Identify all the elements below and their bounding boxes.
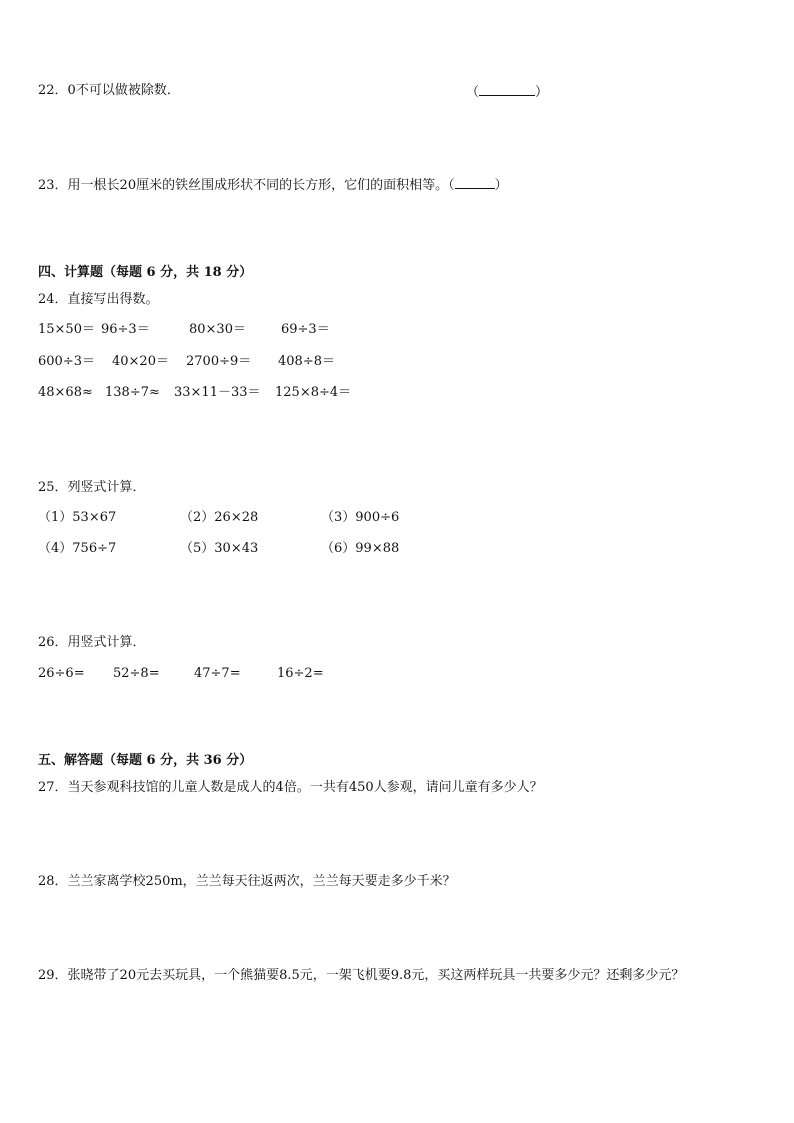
q24-item: 15×50＝ [38,322,95,337]
question-22-text: 22．0不可以做被除数． [38,83,180,98]
q24-item: 2700÷9＝ [186,354,252,369]
question-23 [38,176,508,194]
question-26-title: 26．用竖式计算． [38,635,146,650]
q25-item: （4）756÷7 [38,541,117,556]
q25-item: （1）53×67 [38,510,117,525]
q24-item: 600÷3＝ [38,354,95,369]
q26-item: 16÷2= [277,666,324,681]
question-24-title: 24．直接写出得数。 [38,292,159,307]
q26-item: 26÷6= [38,666,85,681]
question-28: 28．兰兰家离学校250m，兰兰每天往返两次，兰兰每天要走多少千米？ [38,874,456,889]
q24-item: 96÷3＝ [101,322,150,337]
q24-item: 69÷3＝ [281,322,330,337]
q25-item: （2）26×28 [180,510,259,525]
paren-open: （ [466,85,480,100]
q24-item: 40×20＝ [112,354,169,369]
question-25-title: 25．列竖式计算． [38,480,146,495]
q24-item: 33×11－33＝ [174,385,261,400]
question-27: 27．当天参观科技馆的儿童人数是成人的4倍。一共有450人参观，请问儿童有多少人？ [38,780,543,795]
q24-item: 48×68≈ [38,385,93,400]
answer-blank[interactable] [479,83,535,96]
question-23-text: 23．用一根长20厘米的铁丝围成形状不同的长方形，它们的面积相等。 [38,178,449,193]
paren-close: ） [494,178,508,193]
section-4-heading: 四、计算题（每题 6 分，共 18 分） [38,265,253,280]
q24-item: 138÷7≈ [105,385,160,400]
q24-item: 408÷8＝ [278,354,335,369]
q24-item: 125×8÷4＝ [275,385,352,400]
q26-item: 47÷7= [194,666,241,681]
question-22 [38,83,180,99]
question-29: 29．张晓带了20元去买玩具，一个熊猫要8.5元，一架飞机要9.8元，买这两样玩具一共要多少元？还剩多少元？ [38,968,685,983]
q24-item: 80×30＝ [189,322,246,337]
paren-close: ） [535,85,549,100]
q25-item: （3）900÷6 [321,510,400,525]
question-22-answer [466,83,548,101]
section-5-heading: 五、解答题（每题 6 分，共 36 分） [38,753,253,768]
paren-open: （ [448,178,455,193]
q26-item: 52÷8= [113,666,160,681]
q25-item: （6）99×88 [321,541,400,556]
answer-blank[interactable] [455,176,495,189]
q25-item: （5）30×43 [180,541,259,556]
